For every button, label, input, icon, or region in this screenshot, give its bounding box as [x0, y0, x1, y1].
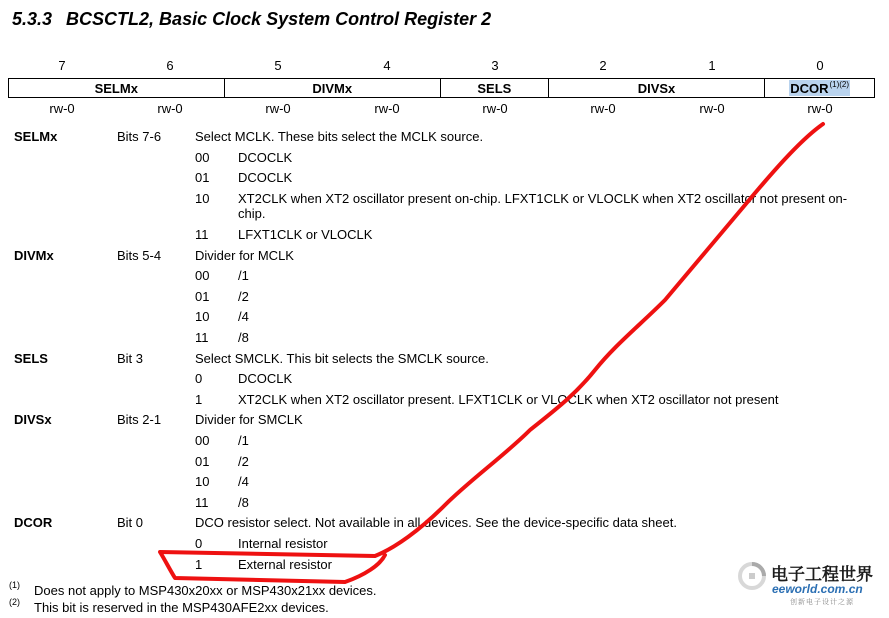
- value-desc: LFXT1CLK or VLOCLK: [238, 227, 373, 242]
- annotation-path: [160, 124, 823, 582]
- value-desc: /1: [238, 268, 249, 283]
- value-code: 1: [195, 392, 203, 407]
- field-bits-sels: Bit 3: [117, 351, 144, 366]
- value-code: 01: [195, 454, 210, 469]
- footnote-text-1: Does not apply to MSP430x20xx or MSP430x21xx devices.: [34, 583, 377, 598]
- field-cell-sels: SELS: [441, 79, 549, 97]
- value-code: 0: [195, 536, 203, 551]
- value-code: 0: [195, 371, 203, 386]
- access-bit-0: rw-0: [807, 101, 833, 116]
- bit-number-2: 2: [599, 58, 607, 73]
- bit-number-0: 0: [816, 58, 824, 73]
- eeworld-name-cn: 电子工程世界: [771, 565, 873, 585]
- eeworld-watermark: [738, 560, 883, 610]
- value-code: 10: [195, 191, 210, 206]
- value-code: 11: [195, 227, 209, 242]
- field-name-divsx: DIVSx: [14, 412, 52, 427]
- access-bit-4: rw-0: [374, 101, 400, 116]
- value-desc: /8: [238, 330, 249, 345]
- bit-number-3: 3: [491, 58, 499, 73]
- value-code: 01: [195, 289, 210, 304]
- value-code: 11: [195, 495, 209, 510]
- section-number: 5.3.3: [12, 9, 53, 29]
- bit-number-4: 4: [383, 58, 391, 73]
- field-name-dcor: DCOR: [14, 515, 53, 530]
- value-desc: /1: [238, 433, 249, 448]
- field-desc-sels: Select SMCLK. This bit selects the SMCLK source.: [195, 351, 489, 366]
- value-code: 1: [195, 557, 203, 572]
- value-code: 10: [195, 474, 210, 489]
- field-cell-selmx: SELMx: [9, 79, 225, 97]
- dcor-highlight: $DCOR^{(1)(2)}$: [790, 80, 850, 96]
- field-desc-dcor: DCO resistor select. Not available in all devices. See the device-specific data sheet.: [195, 515, 677, 530]
- value-desc: /4: [238, 474, 249, 489]
- value-code: 10: [195, 309, 210, 324]
- bit-number-6: 6: [166, 58, 174, 73]
- value-code: 11: [195, 330, 209, 345]
- value-code: 00: [195, 268, 210, 283]
- field-desc-divsx: Divider for SMCLK: [195, 412, 303, 427]
- field-name-sels: SELS: [14, 351, 48, 366]
- eeworld-tagline: 创新电子设计之源: [790, 598, 854, 606]
- field-bits-selmx: Bits 7-6: [117, 129, 162, 144]
- value-desc: /2: [238, 454, 249, 469]
- access-bit-1: rw-0: [699, 101, 725, 116]
- value-desc: XT2CLK when XT2 oscillator present. LFXT1CLK or VLOCLK when XT2 oscillator not present: [238, 392, 779, 407]
- bit-number-5: 5: [274, 58, 282, 73]
- footnote-mark-2: (2): [9, 597, 20, 607]
- field-cell-divmx: DIVMx: [225, 79, 442, 97]
- access-bit-6: rw-0: [157, 101, 183, 116]
- access-bit-2: rw-0: [590, 101, 616, 116]
- access-bit-5: rw-0: [265, 101, 291, 116]
- field-cell-divsx: DIVSx: [549, 79, 766, 97]
- footnote-text-2: This bit is reserved in the MSP430AFE2xx devices.: [34, 600, 329, 615]
- eeworld-logo-icon: [738, 562, 766, 590]
- value-code: 01: [195, 170, 210, 185]
- value-code: 00: [195, 433, 210, 448]
- value-code: 00: [195, 150, 210, 165]
- value-desc: Internal resistor: [238, 536, 328, 551]
- value-desc: /4: [238, 309, 249, 324]
- field-desc-divmx: Divider for MCLK: [195, 248, 294, 263]
- field-name-divmx: DIVMx: [14, 248, 54, 263]
- bit-number-7: 7: [58, 58, 66, 73]
- field-bits-divsx: Bits 2-1: [117, 412, 162, 427]
- value-desc: DCOCLK: [238, 371, 293, 386]
- field-bits-divmx: Bits 5-4: [117, 248, 162, 263]
- access-bit-3: rw-0: [482, 101, 508, 116]
- dcor-footnote-ref: (1)(2): [829, 80, 850, 89]
- section-heading: BCSCTL2, Basic Clock System Control Register 2: [66, 9, 492, 29]
- value-desc: /2: [238, 289, 249, 304]
- value-desc: DCOCLK: [238, 150, 293, 165]
- bit-number-1: 1: [708, 58, 716, 73]
- value-desc: External resistor: [238, 557, 332, 572]
- value-desc: XT2CLK when XT2 oscillator present on-chip. LFXT1CLK or VLOCLK when XT2 oscillator not present on-chip.: [238, 191, 848, 221]
- eeworld-site: eeworld.com.cn: [772, 582, 863, 596]
- footnote-mark-1: (1): [9, 580, 20, 590]
- access-bit-7: rw-0: [49, 101, 75, 116]
- value-desc: /8: [238, 495, 249, 510]
- field-bits-dcor: Bit 0: [117, 515, 144, 530]
- value-desc: DCOCLK: [238, 170, 293, 185]
- field-name-selmx: SELMx: [14, 129, 58, 144]
- field-desc-selmx: Select MCLK. These bits select the MCLK source.: [195, 129, 484, 144]
